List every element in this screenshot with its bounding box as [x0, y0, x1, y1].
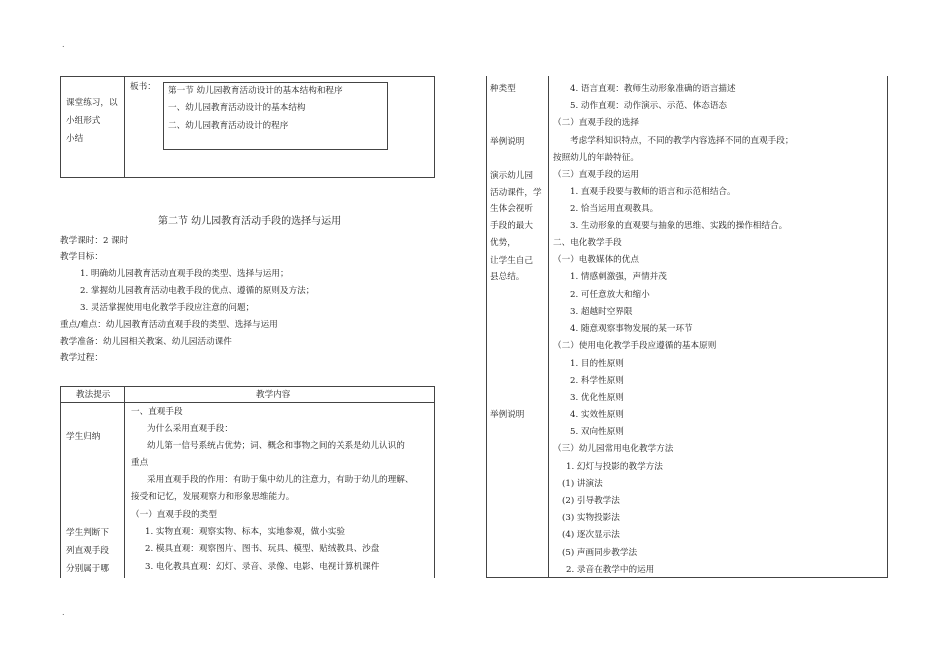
key-points: 重点/难点：幼儿园教育活动直观手段的类型、选择与运用	[60, 320, 278, 330]
right-content: 3. 优化性原则	[570, 393, 624, 403]
top-left-line: 小结	[66, 134, 84, 144]
goal-item: 2. 掌握幼儿园教育活动电教手段的优点、遵循的原则及方法；	[80, 286, 315, 296]
right-content: （二）直观手段的选择	[553, 118, 639, 128]
teaching-process: 教学过程：	[60, 353, 103, 363]
right-content: （三）幼儿园常用电化教学方法	[553, 444, 674, 454]
right-content: (4) 逐次显示法	[562, 530, 620, 540]
content-line: 幼儿第一信号系统占优势；词、概念和事物之间的关系是幼儿认识的	[147, 441, 405, 451]
main-table-header-rule	[60, 402, 435, 403]
right-content: 5. 双向性原则	[570, 427, 624, 437]
main-table-divider	[124, 386, 125, 578]
section-title: 第二节 幼儿园教育活动手段的选择与运用	[158, 216, 342, 227]
right-hint: 优势，	[490, 238, 516, 248]
right-table-divider	[548, 76, 549, 578]
right-content: 1. 直观手段要与教师的语言和示范相结合。	[570, 187, 736, 197]
header-content: 教学内容	[256, 390, 291, 400]
right-content: 2. 可任意放大和缩小	[570, 290, 650, 300]
content-line: 为什么采用直观手段：	[147, 424, 233, 434]
goal-item: 3. 灵活掌握使用电化教学手段应注意的问题；	[80, 303, 255, 313]
board-line: 一、幼儿园教育活动设计的基本结构	[168, 103, 306, 113]
right-hint: 手段的最大	[490, 221, 533, 231]
top-left-line: 小组形式	[66, 116, 101, 126]
page-dot-bottom: .	[62, 608, 65, 617]
teaching-prep: 教学准备：幼儿园相关教案、幼儿园活动课件	[60, 337, 232, 347]
right-hint: 种类型	[490, 84, 516, 94]
content-line: 重点	[131, 458, 149, 468]
right-content: （三）直观手段的运用	[553, 170, 639, 180]
right-content: 二、电化教学手段	[553, 238, 622, 248]
content-line: 一、直观手段	[131, 407, 183, 417]
goal-item: 1. 明确幼儿园教育活动直观手段的类型、选择与运用；	[80, 269, 289, 279]
right-content: 3. 生动形象的直观要与抽象的思维、实践的操作相结合。	[570, 221, 788, 231]
page-dot-top: .	[62, 40, 65, 49]
content-line: 2. 模具直观：观察图片、图书、玩具、模型、贴绒教具、沙盘	[145, 544, 380, 554]
right-hint: 举例说明	[490, 410, 525, 420]
right-content: （二）使用电化教学手段应遵循的基本原则	[553, 341, 717, 351]
right-content: 2. 科学性原则	[570, 376, 624, 386]
right-content: 1. 幻灯与投影的教学方法	[566, 462, 663, 472]
right-content: 5. 动作直观：动作演示、示范、体态语态	[570, 101, 728, 111]
right-content: (3) 实物投影法	[562, 513, 620, 523]
board-line: 二、幼儿园教育活动设计的程序	[168, 121, 289, 131]
content-line: 接受和记忆，发展观察力和形象思维能力。	[131, 492, 295, 502]
right-content: 4. 实效性原则	[570, 410, 624, 420]
hint-cell: 分别属于哪	[66, 564, 109, 574]
right-content: (5) 声画同步教学法	[562, 548, 638, 558]
right-content: 2. 恰当运用直观教具。	[570, 204, 659, 214]
hint-cell: 列直观手段	[66, 546, 109, 556]
top-table-divider	[124, 76, 125, 178]
right-content: 3. 超越时空界限	[570, 307, 633, 317]
header-hint: 教法提示	[76, 390, 111, 400]
content-line: 3. 电化教具直观：幻灯、录音、录像、电影、电视计算机课件	[145, 562, 380, 572]
right-hint: 演示幼儿园	[490, 171, 533, 181]
board-label: 板书：	[130, 82, 156, 92]
right-content: （一）电教媒体的优点	[553, 255, 639, 265]
content-line: 1. 实物直观：观察实物、标本，实地参观，做小实验	[145, 527, 345, 537]
right-hint: 生体会视听	[490, 204, 533, 214]
right-content: (1) 讲演法	[562, 479, 603, 489]
hint-cell: 学生归纳	[66, 432, 101, 442]
right-content: 考虑学科知识特点，不同的教学内容选择不同的直观手段；	[570, 136, 794, 146]
board-line: 第一节 幼儿园教育活动设计的基本结构和程序	[168, 86, 343, 96]
content-line: （一）直观手段的类型	[131, 510, 217, 520]
right-hint: 举例说明	[490, 137, 525, 147]
right-content: 按照幼儿的年龄特征。	[553, 153, 639, 163]
right-hint: 活动课件，学	[490, 188, 542, 198]
right-content: 1. 目的性原则	[570, 359, 624, 369]
hint-cell: 学生判断下	[66, 528, 109, 538]
right-hint: 让学生自己	[490, 256, 533, 266]
right-hint: 县总结。	[490, 272, 525, 282]
top-left-line: 课堂练习，以	[66, 98, 118, 108]
right-content: 1. 情感刺激强，声情并茂	[570, 272, 667, 282]
goals-label: 教学目标：	[60, 252, 103, 262]
content-line: 采用直观手段的作用：有助于集中幼儿的注意力，有助于幼儿的理解、	[147, 475, 414, 485]
right-content: 2. 录音在教学中的运用	[566, 565, 655, 575]
teaching-hours: 教学课时：2 课时	[60, 236, 129, 246]
right-content: 4. 语言直观：教师生动形象准确的语言描述	[570, 84, 736, 94]
right-content: (2) 引导教学法	[562, 496, 620, 506]
right-content: 4. 随意观察事物发展的某一环节	[570, 324, 693, 334]
